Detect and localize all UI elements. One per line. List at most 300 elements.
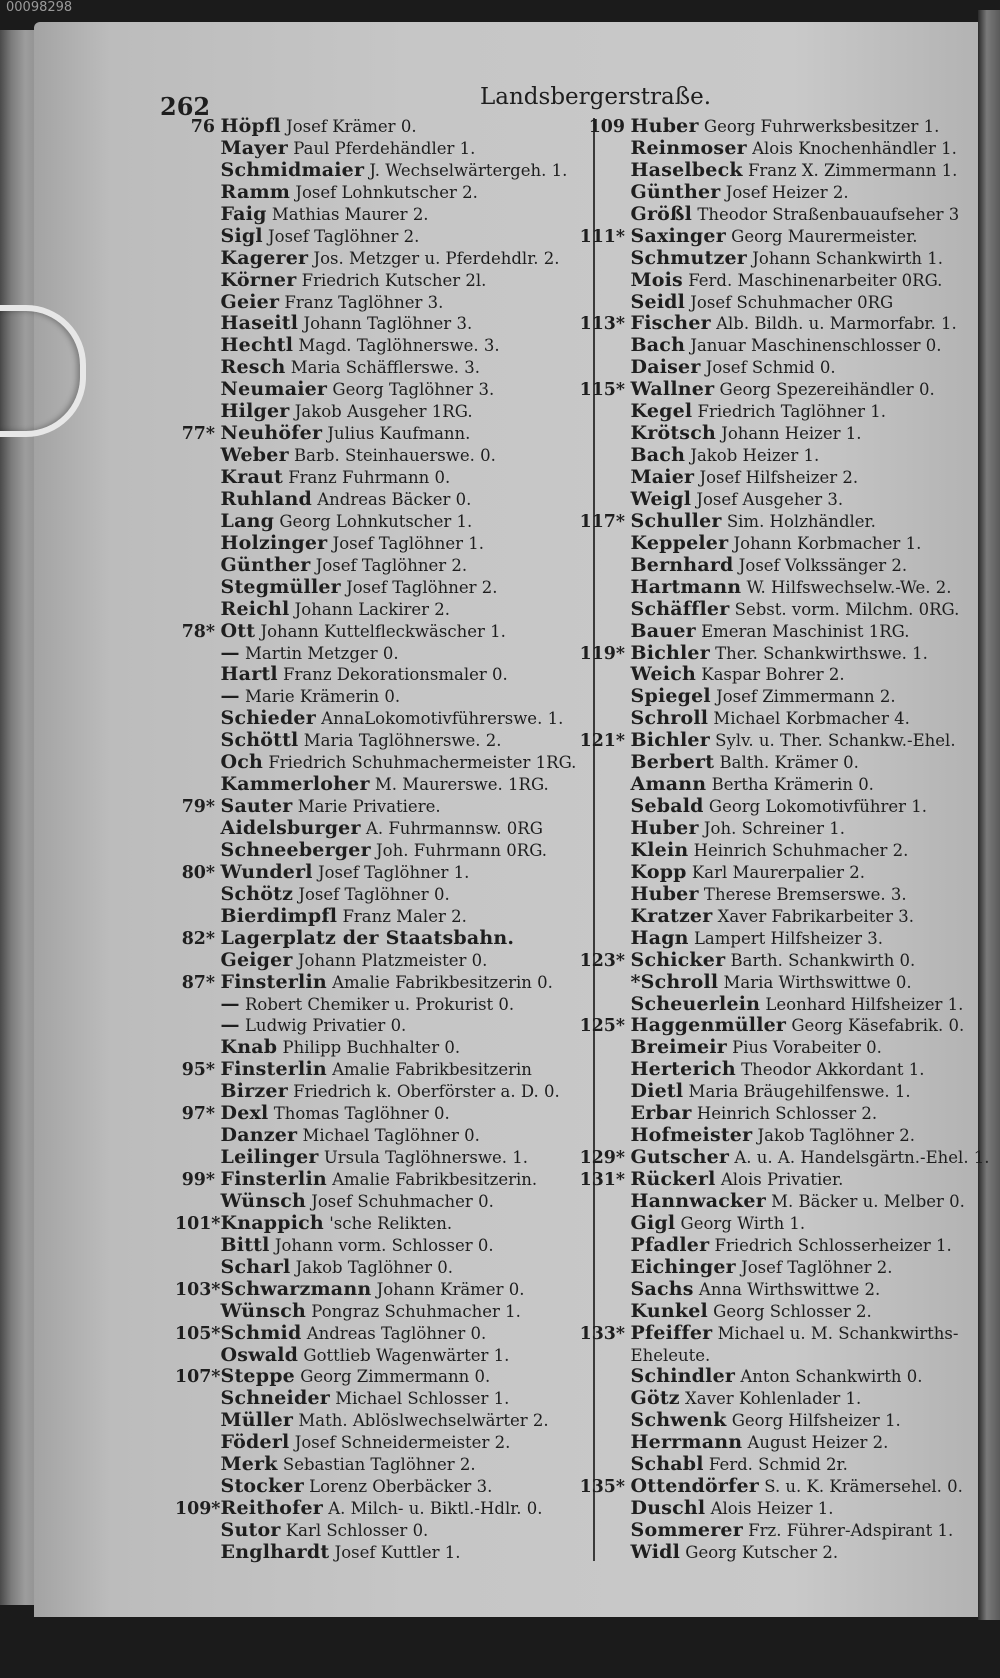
resident-name: Schmidmaier	[220, 158, 365, 181]
directory-entry	[175, 270, 585, 292]
resident-name: Fischer	[630, 312, 711, 335]
resident-name: Hartl	[220, 663, 278, 686]
resident-name: Englhardt	[220, 1540, 330, 1563]
resident-details: Bertha Krämerin 0.	[706, 775, 874, 795]
resident-name: Danzer	[220, 1124, 298, 1147]
resident-name: Bichler	[630, 729, 710, 752]
resident-name: —	[220, 992, 240, 1015]
resident-details: Josef Ausgeher 3.	[691, 489, 844, 509]
resident-details: Alois Privatier.	[715, 1170, 844, 1189]
resident-details: Maria Schäfflerswe. 3.	[285, 358, 480, 378]
resident-name: Müller	[220, 1409, 294, 1432]
resident-name: Weber	[220, 444, 289, 467]
resident-name: Steppe	[220, 1365, 295, 1388]
directory-entry	[175, 1366, 585, 1388]
resident-name: Schwenk	[630, 1409, 727, 1432]
resident-name: Weich	[630, 663, 697, 686]
resident-name: Schöttl	[220, 729, 299, 752]
resident-details: Alb. Bildh. u. Marmorfabr. 1.	[710, 314, 957, 334]
resident-details: Amalie Fabrikbesitzerin 0.	[326, 972, 553, 992]
resident-name: Och	[220, 751, 264, 774]
resident-name: Schwarzmann	[220, 1277, 372, 1300]
directory-entry	[175, 1279, 585, 1301]
resident-details: Friedrich Schuhmachermeister 1RG.	[263, 753, 577, 773]
directory-entry	[175, 1432, 585, 1454]
resident-name: Oswald	[220, 1343, 299, 1366]
directory-entry	[175, 1191, 585, 1213]
resident-name: Bernhard	[630, 553, 734, 576]
resident-details: Emeran Maschinist 1RG.	[695, 621, 910, 641]
directory-entry	[175, 643, 585, 665]
directory-entry	[175, 708, 585, 730]
resident-details: Lorenz Oberbäcker 3.	[303, 1477, 493, 1497]
resident-name: Weigl	[630, 487, 692, 510]
resident-name: Spiegel	[630, 685, 711, 708]
resident-details: Michael Korbmacher 4.	[708, 709, 910, 729]
house-number: 121*	[579, 731, 625, 752]
directory-entry	[577, 116, 977, 138]
directory-entry	[175, 1015, 585, 1037]
directory-entry	[577, 270, 977, 292]
directory-entry	[577, 840, 977, 862]
resident-details: Karl Maurerpalier 2.	[686, 862, 865, 882]
resident-name: Höpfl	[220, 115, 281, 137]
resident-details: Pius Vorabeiter 0.	[726, 1038, 882, 1058]
resident-name: Kratzer	[630, 904, 713, 927]
resident-details: Heinrich Schuhmacher 2.	[688, 840, 909, 860]
directory-entry	[175, 423, 585, 445]
directory-entry	[577, 862, 977, 884]
directory-entry	[577, 1301, 977, 1323]
resident-name: Schäffler	[630, 597, 730, 620]
directory-entry	[175, 182, 585, 204]
directory-entry	[577, 818, 977, 840]
resident-name: Lagerplatz der Staatsbahn.	[220, 926, 515, 949]
resident-details: Xaver Fabrikarbeiter 3.	[712, 906, 914, 926]
resident-details: Georg Taglöhner 3.	[327, 380, 495, 400]
running-head-street: Landsbergerstraße.	[480, 84, 712, 110]
resident-details: Pongraz Schuhmacher 1.	[306, 1301, 521, 1321]
directory-entry	[175, 401, 585, 423]
resident-details: Robert Chemiker u. Prokurist 0.	[239, 994, 515, 1014]
resident-details: Josef Taglöhner 0.	[293, 884, 450, 904]
directory-entry	[577, 950, 977, 972]
resident-details: Georg Kutscher 2.	[680, 1542, 839, 1562]
directory-entry	[175, 1323, 585, 1345]
directory-entry	[175, 1476, 585, 1498]
resident-name: Schuller	[630, 509, 722, 532]
resident-name: Schabl	[630, 1453, 704, 1476]
directory-entry	[577, 1542, 977, 1564]
resident-name: Stocker	[220, 1475, 304, 1498]
directory-entry	[175, 950, 585, 972]
resident-name: Eichinger	[630, 1255, 736, 1278]
resident-details: Balth. Krämer 0.	[714, 753, 859, 773]
resident-details: Barth. Schankwirth 0.	[725, 950, 916, 970]
resident-details: Johann Schankwirth 1.	[747, 248, 943, 268]
resident-details: Maria Wirthswittwe 0.	[718, 972, 912, 992]
resident-details: Georg Lohnkutscher 1.	[274, 511, 473, 531]
directory-entry	[577, 1169, 977, 1191]
resident-name: Keppeler	[630, 531, 729, 554]
scan-id-label: 00098298	[6, 0, 73, 15]
directory-entry	[175, 160, 585, 182]
directory-entry	[577, 1366, 977, 1388]
resident-details: Johann Taglöhner 3.	[298, 314, 473, 334]
resident-name: Scheuerlein	[630, 992, 761, 1015]
house-number: 101*	[175, 1213, 221, 1234]
resident-details: Magd. Taglöhnerswe. 3.	[293, 336, 500, 356]
directory-entry	[175, 928, 585, 950]
resident-name: Kunkel	[630, 1299, 708, 1322]
resident-name: Leilinger	[220, 1146, 319, 1169]
resident-name: Hagn	[630, 926, 689, 949]
resident-details: Georg Maurermeister.	[725, 226, 918, 246]
resident-details: Amalie Fabrikbesitzerin	[326, 1060, 532, 1080]
resident-name: Ottendörfer	[630, 1475, 759, 1498]
resident-details: Friedrich Kutscher 2l.	[296, 270, 487, 290]
resident-details: Leonhard Hilfsheizer 1.	[760, 994, 964, 1014]
resident-details: Barb. Steinhauerswe. 0.	[288, 446, 496, 466]
directory-entry	[175, 884, 585, 906]
resident-details: Josef Krämer 0.	[280, 117, 417, 136]
directory-entry	[577, 730, 977, 752]
resident-details: Josef Taglöhner 2.	[310, 555, 468, 575]
resident-name: Reinmoser	[630, 136, 747, 159]
house-number: 109	[588, 117, 625, 137]
resident-details: Lampert Hilfsheizer 3.	[688, 928, 883, 948]
directory-entry	[577, 972, 977, 994]
directory-entry	[577, 1213, 977, 1235]
resident-details: Josef Zimmermann 2.	[710, 687, 896, 707]
resident-details: Eheleute.	[630, 1345, 711, 1365]
resident-details: Michael Schlosser 1.	[329, 1389, 510, 1409]
directory-entry	[577, 994, 977, 1016]
resident-name: Gutscher	[630, 1146, 730, 1169]
resident-details: Marie Privatiere.	[292, 797, 441, 817]
directory-entry	[175, 621, 585, 643]
directory-entry	[175, 1410, 585, 1432]
house-number: 123*	[579, 950, 625, 971]
resident-name: Merk	[220, 1453, 278, 1476]
resident-details: Anna Wirthswittwe 2.	[693, 1279, 881, 1299]
resident-name: Mois	[630, 268, 683, 291]
resident-name: Schmid	[220, 1321, 302, 1344]
resident-name: Reichl	[220, 597, 290, 620]
resident-name: Sommerer	[630, 1519, 743, 1541]
directory-entry	[577, 335, 977, 357]
resident-name: Geier	[220, 290, 280, 313]
resident-name: Erbar	[630, 1102, 692, 1125]
directory-entry	[175, 1037, 585, 1059]
directory-entry	[577, 1323, 977, 1345]
resident-details: Josef Schmid 0.	[700, 358, 836, 378]
directory-entry	[577, 796, 977, 818]
resident-details: A. Milch- u. Biktl.-Hdlr. 0.	[322, 1499, 543, 1519]
directory-entry	[577, 226, 977, 248]
resident-name: Duschl	[630, 1497, 706, 1520]
directory-entry	[577, 160, 977, 182]
resident-name: Huber	[630, 115, 699, 137]
resident-name: Dexl	[220, 1102, 269, 1125]
house-number: 103*	[175, 1279, 221, 1300]
resident-name: Stegmüller	[220, 575, 341, 598]
resident-details: J. Wechselwärtergeh. 1.	[364, 160, 568, 180]
directory-entry	[175, 1059, 585, 1081]
directory-entry	[577, 313, 977, 335]
resident-details: Johann Kuttelfleckwäscher 1.	[255, 621, 506, 641]
directory-entry	[577, 1146, 990, 1169]
resident-details: Franz Taglöhner 3.	[279, 292, 444, 312]
directory-entry	[175, 226, 585, 248]
page-number: 262	[160, 92, 211, 121]
directory-entry	[577, 467, 977, 489]
house-number: 87*	[181, 972, 215, 993]
directory-entry	[175, 752, 585, 774]
directory-entry	[175, 1542, 585, 1564]
resident-details: Josef Schuhmacher 0.	[306, 1191, 494, 1211]
directory-entry	[175, 686, 585, 708]
directory-entry	[577, 1037, 977, 1059]
directory-entry	[577, 1454, 977, 1476]
directory-entry	[175, 138, 585, 160]
resident-name: Schmutzer	[630, 246, 748, 269]
resident-name: —	[220, 641, 240, 664]
resident-name: Berbert	[630, 751, 715, 774]
resident-details: Ursula Taglöhnerswe. 1.	[318, 1148, 528, 1168]
resident-name: Schötz	[220, 882, 294, 905]
directory-entry	[175, 1345, 585, 1367]
directory-entry	[577, 1520, 977, 1542]
resident-details: A. u. A. Handelsgärtn.-Ehel. 1.	[729, 1148, 990, 1168]
resident-details: Ludwig Privatier 0.	[239, 1016, 407, 1036]
directory-entry	[175, 730, 585, 752]
resident-name: *Schroll	[630, 970, 719, 993]
resident-name: Hechtl	[220, 334, 294, 357]
directory-entry	[577, 1476, 977, 1498]
directory-entry	[175, 379, 585, 401]
directory-entry	[175, 1125, 585, 1147]
house-number: 105*	[175, 1323, 221, 1344]
directory-entry	[577, 577, 977, 599]
resident-name: Finsterlin	[220, 1058, 327, 1081]
directory-entry	[175, 796, 585, 818]
resident-details: Michael u. M. Schankwirths-	[712, 1323, 959, 1343]
resident-details: Georg Lokomotivführer 1.	[703, 797, 927, 817]
resident-details: Franz Fuhrmann 0.	[282, 468, 451, 487]
resident-name: Sigl	[220, 224, 263, 247]
resident-details: Sebst. vorm. Milchm. 0RG.	[729, 599, 960, 619]
directory-entry	[175, 555, 585, 577]
resident-name: Sauter	[220, 795, 293, 818]
directory-entry	[175, 599, 585, 621]
resident-name: Haggenmüller	[630, 1014, 787, 1037]
house-number: 119*	[579, 643, 625, 664]
house-number: 82*	[181, 928, 215, 949]
directory-entry	[577, 599, 977, 621]
resident-details: Xaver Kohlenlader 1.	[679, 1389, 862, 1409]
directory-entry	[175, 511, 585, 533]
resident-details: Josef Volkssänger 2.	[733, 555, 908, 575]
resident-name: Hilger	[220, 400, 290, 423]
resident-name: Sutor	[220, 1519, 281, 1541]
directory-entry	[175, 664, 585, 686]
resident-details: Josef Taglöhner 2.	[340, 577, 498, 597]
directory-entry	[577, 1498, 977, 1520]
resident-name: Schroll	[630, 707, 709, 730]
resident-name: Wünsch	[220, 1299, 307, 1322]
resident-details: Andreas Taglöhner 0.	[301, 1323, 487, 1343]
resident-name: Daiser	[630, 356, 701, 379]
directory-entry	[577, 1432, 977, 1454]
resident-details: Ferd. Maschinenarbeiter 0RG.	[682, 270, 943, 290]
resident-details: Franz Dekorationsmaler 0.	[277, 665, 508, 685]
resident-name: Schneider	[220, 1387, 330, 1410]
resident-name: Haseitl	[220, 312, 299, 335]
resident-details: Georg Schlosser 2.	[707, 1301, 872, 1321]
resident-name: Bauer	[630, 619, 696, 642]
resident-details: Andreas Bäcker 0.	[311, 489, 472, 509]
directory-entry	[577, 1081, 977, 1103]
directory-entry	[577, 643, 977, 665]
resident-name: Günther	[220, 553, 311, 576]
directory-entry	[175, 292, 585, 314]
resident-details: Sim. Holzhändler.	[721, 511, 876, 531]
directory-entry	[175, 1520, 585, 1542]
resident-details: W. Hilfswechselw.-We. 2.	[741, 577, 952, 597]
house-number: 78*	[181, 621, 215, 642]
resident-details: Marie Krämerin 0.	[239, 687, 401, 707]
resident-name: Knab	[220, 1036, 278, 1059]
next-page-edge	[978, 10, 1000, 1620]
resident-name: Widl	[630, 1540, 681, 1563]
resident-name: Kagerer	[220, 246, 309, 269]
resident-details: Josef Schuhmacher 0RG	[685, 292, 894, 312]
directory-entry	[175, 204, 585, 226]
resident-details: Philipp Buchhalter 0.	[277, 1038, 461, 1058]
directory-entry	[577, 533, 977, 555]
resident-name: Saxinger	[630, 224, 726, 247]
directory-entry	[175, 994, 585, 1016]
directory-entry	[577, 248, 977, 270]
directory-entry	[175, 577, 585, 599]
resident-name: Krötsch	[630, 422, 716, 445]
directory-entry	[577, 884, 977, 906]
resident-name: Knappich	[220, 1211, 324, 1234]
resident-details: Julius Kaufmann.	[322, 424, 471, 444]
house-number: 131*	[579, 1170, 625, 1190]
house-number: 135*	[579, 1477, 625, 1498]
directory-entry	[175, 248, 585, 270]
resident-name: Bach	[630, 444, 686, 467]
resident-name: Wünsch	[220, 1189, 307, 1212]
house-number: 113*	[579, 314, 625, 335]
resident-name: Kopp	[630, 860, 687, 883]
resident-name: Kraut	[220, 466, 283, 488]
resident-details: A. Fuhrmannsw. 0RG	[360, 819, 543, 838]
directory-entry	[175, 862, 585, 884]
directory-entry	[577, 182, 977, 204]
resident-name: Kegel	[630, 400, 693, 423]
resident-details: Jakob Taglöhner 2.	[752, 1126, 915, 1146]
resident-details: Maria Taglöhnerswe. 2.	[298, 731, 502, 751]
directory-entry	[577, 292, 977, 314]
resident-details: Sebastian Taglöhner 2.	[277, 1455, 476, 1475]
resident-name: Herterich	[630, 1058, 736, 1081]
resident-name: Sebald	[630, 795, 704, 818]
resident-name: Geiger	[220, 948, 293, 971]
resident-details: Friedrich k. Oberförster a. D. 0.	[287, 1082, 560, 1102]
resident-name: Ott	[220, 619, 256, 642]
directory-entry	[577, 204, 977, 226]
resident-name: Schicker	[630, 948, 726, 971]
directory-entry	[175, 1169, 585, 1191]
directory-entry	[577, 928, 977, 950]
resident-name: Pfadler	[630, 1233, 710, 1256]
resident-details: Josef Kuttler 1.	[329, 1542, 461, 1562]
resident-name: Mayer	[220, 136, 289, 159]
resident-details: Georg Fuhrwerksbesitzer 1.	[698, 117, 940, 136]
directory-entry	[175, 818, 585, 840]
resident-details: Jakob Heizer 1.	[685, 446, 820, 466]
resident-details: Heinrich Schlosser 2.	[691, 1104, 878, 1124]
resident-name: Körner	[220, 268, 297, 291]
resident-details: Georg Käsefabrik. 0.	[786, 1016, 965, 1036]
house-number: 115*	[579, 380, 625, 401]
resident-details: Friedrich Taglöhner 1.	[692, 402, 887, 422]
directory-entry	[175, 1388, 585, 1410]
resident-name: Größl	[630, 202, 693, 225]
resident-details: Josef Taglöhner 2.	[262, 226, 420, 246]
directory-entry	[175, 1498, 585, 1520]
directory-entry	[577, 357, 977, 379]
resident-details: August Heizer 2.	[742, 1433, 889, 1453]
resident-details: Alois Knochenhändler 1.	[746, 138, 957, 158]
house-number: 95*	[181, 1060, 215, 1081]
resident-details: Alois Heizer 1.	[705, 1499, 834, 1519]
directory-entry	[175, 1454, 585, 1476]
resident-details: Josef Taglöhner 1.	[312, 862, 470, 882]
directory-entry	[175, 1235, 585, 1257]
resident-name: Bach	[630, 334, 686, 357]
resident-name: Breimeir	[630, 1036, 727, 1059]
resident-details: Jakob Taglöhner 0.	[290, 1257, 454, 1277]
resident-name: Finsterlin	[220, 1168, 327, 1190]
resident-name: —	[220, 685, 240, 708]
resident-details: Johann Krämer 0.	[371, 1279, 525, 1299]
directory-entry	[577, 906, 977, 928]
resident-details: Joh. Fuhrmann 0RG.	[370, 840, 548, 860]
resident-name: Klein	[630, 838, 689, 861]
resident-name: Ruhland	[220, 487, 312, 510]
resident-name: Ramm	[220, 180, 291, 203]
resident-details: Josef Taglöhner 2.	[735, 1257, 893, 1277]
directory-entry	[175, 445, 585, 467]
house-number: 80*	[181, 862, 215, 883]
directory-entry	[175, 1081, 585, 1103]
resident-name: Götz	[630, 1387, 680, 1410]
resident-name: Hartmann	[630, 575, 742, 598]
resident-details: Amalie Fabrikbesitzerin.	[326, 1170, 538, 1189]
resident-details: M. Maurerswe. 1RG.	[369, 775, 549, 795]
resident-name: Holzinger	[220, 531, 328, 554]
directory-entry	[577, 445, 977, 467]
resident-name: Schneeberger	[220, 838, 371, 861]
resident-name: Maier	[630, 466, 695, 488]
directory-entry	[175, 1147, 585, 1169]
directory-entry	[577, 1103, 977, 1125]
directory-entry	[577, 401, 977, 423]
